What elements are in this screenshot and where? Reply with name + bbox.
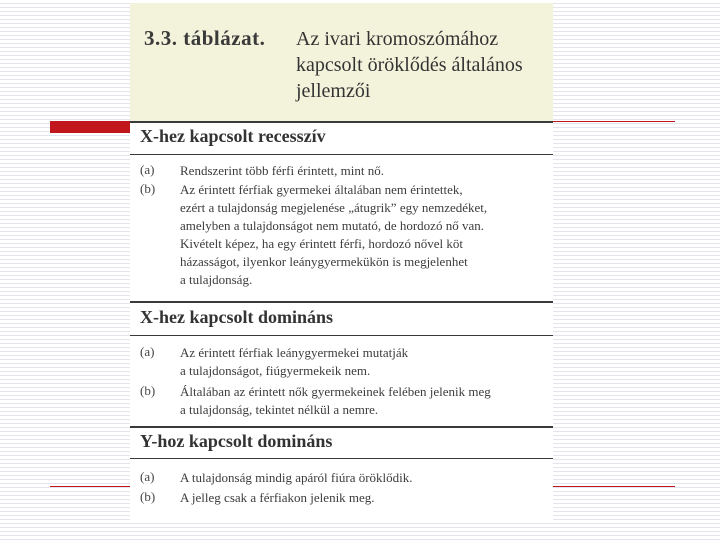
item-label: (b) — [140, 383, 156, 398]
scanned-table — [130, 3, 553, 520]
rule — [130, 121, 553, 123]
item-text — [180, 181, 553, 289]
table-title-line: Az ivari kromoszómához — [296, 28, 499, 50]
item-line: Az érintett férfiak gyermekei általában nem érintettek, — [180, 182, 463, 197]
rule — [130, 154, 553, 155]
item-line: ezért a tulajdonság megjelenése „átugrik” egy nemzedéket, — [180, 200, 488, 215]
item-line: a tulajdonságot, fiúgyermekeik nem. — [180, 363, 371, 378]
item-line: A tulajdonság mindig apáról fiúra öröklődik. — [180, 470, 413, 485]
table-header — [130, 3, 553, 122]
accent-line-top-right — [553, 121, 675, 122]
item-line: házasságot, ilyenkor leánygyermekükön is megjelenhet — [180, 254, 468, 269]
item-text — [180, 469, 553, 487]
rule — [130, 426, 553, 428]
item-label: (a) — [140, 344, 155, 359]
section-title-x-dominant: X-hez kapcsolt domináns — [140, 307, 334, 327]
item-text — [180, 344, 553, 380]
item-text — [180, 489, 553, 507]
table-number: 3.3. táblázat. — [144, 26, 266, 50]
item-line: a tulajdonság. — [180, 272, 253, 287]
item-line: A jelleg csak a férfiakon jelenik meg. — [180, 490, 375, 505]
item-line: a tulajdonság, tekintet nélkül a nemre. — [180, 402, 379, 417]
item-label: (b) — [140, 489, 156, 504]
item-line: amelyben a tulajdonságot nem mutató, de hordozó nő van. — [180, 218, 484, 233]
item-label: (b) — [140, 181, 156, 196]
accent-bar — [50, 121, 130, 133]
item-text — [180, 162, 553, 180]
table-title-line: kapcsolt öröklődés általános — [296, 54, 523, 76]
item-line: Kivételt képez, ha egy érintett férfi, hordozó nővel köt — [180, 236, 464, 251]
item-label: (a) — [140, 162, 155, 177]
table-title-line: jellemzői — [296, 80, 371, 102]
rule — [130, 335, 553, 336]
item-label: (a) — [140, 469, 155, 484]
section-title-x-recessive: X-hez kapcsolt recesszív — [140, 126, 326, 146]
item-line: Az érintett férfiak leánygyermekei mutatják — [180, 345, 409, 360]
rule — [130, 301, 553, 303]
item-text — [180, 383, 553, 419]
accent-line-bottom-right — [553, 486, 675, 487]
accent-line-bottom-left — [50, 486, 130, 487]
section-title-y-dominant: Y-hoz kapcsolt domináns — [140, 431, 333, 451]
item-line: Általában az érintett nők gyermekeinek felében jelenik meg — [180, 384, 491, 399]
item-line: Rendszerint több férfi érintett, mint nő. — [180, 163, 384, 178]
rule — [130, 458, 553, 459]
table-title — [296, 26, 546, 104]
